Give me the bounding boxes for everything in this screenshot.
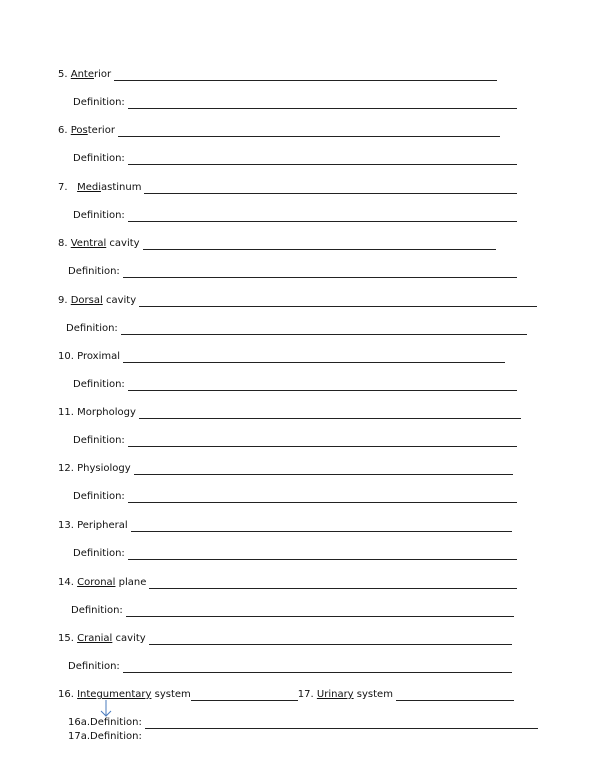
definition-row: [66, 322, 527, 335]
definition-label: Definition:: [73, 491, 125, 502]
answer-line[interactable]: [131, 521, 512, 532]
answer-line[interactable]: [149, 578, 517, 589]
definition-label: Definition:: [68, 266, 120, 277]
question-row: [58, 294, 537, 307]
term-label: 14. Coronal plane: [58, 577, 147, 588]
term-label: 5. Anterior: [58, 69, 112, 80]
question-row: [58, 237, 496, 250]
definition-label: 17a.Definition:: [68, 731, 142, 742]
definition-line[interactable]: [121, 324, 527, 335]
question-row: [58, 350, 505, 363]
question-16-17: [58, 688, 514, 701]
answer-line[interactable]: [118, 126, 500, 137]
question-row: [58, 462, 513, 475]
definition-label: Definition:: [73, 210, 125, 221]
answer-line[interactable]: [114, 70, 497, 81]
definition-row: [73, 96, 517, 109]
answer-line[interactable]: [139, 408, 521, 419]
definition-row: [73, 547, 517, 560]
answer-line[interactable]: [123, 352, 505, 363]
term-label: 11. Morphology: [58, 407, 136, 418]
definition-line[interactable]: [128, 98, 517, 109]
definition-row: [68, 265, 517, 278]
definition-line[interactable]: [123, 267, 517, 278]
definition-label: Definition:: [73, 435, 125, 446]
definition-row: [73, 378, 517, 391]
answer-line[interactable]: [139, 296, 537, 307]
term-label: 7. Mediastinum: [58, 182, 142, 193]
definition-row: [73, 209, 517, 222]
answer-line[interactable]: [144, 183, 517, 194]
answer-line[interactable]: [143, 239, 496, 250]
definition-17a: [68, 730, 142, 743]
definition-row: [73, 152, 517, 165]
term-label: 13. Peripheral: [58, 520, 128, 531]
question-row: [58, 181, 517, 194]
definition-label: Definition:: [71, 605, 123, 616]
definition-line[interactable]: [128, 154, 517, 165]
definition-label: 16a.Definition:: [68, 717, 142, 728]
definition-label: Definition:: [73, 548, 125, 559]
question-row: [58, 124, 500, 137]
answer-line[interactable]: [134, 464, 513, 475]
term-label: 16. Integumentary system: [58, 689, 191, 700]
answer-line[interactable]: [149, 634, 512, 645]
definition-row: [73, 434, 517, 447]
definition-line[interactable]: [123, 662, 512, 673]
question-row: [58, 68, 497, 81]
question-row: [58, 576, 517, 589]
definition-line[interactable]: [126, 606, 514, 617]
definition-label: Definition:: [73, 379, 125, 390]
definition-label: Definition:: [73, 97, 125, 108]
term-label: 15. Cranial cavity: [58, 633, 146, 644]
term-label: 17. Urinary system: [297, 689, 393, 700]
question-row: [58, 406, 521, 419]
definition-line[interactable]: [145, 718, 538, 729]
answer-line-17[interactable]: [396, 690, 514, 701]
definition-label: Definition:: [66, 323, 118, 334]
question-row: [58, 519, 512, 532]
question-row: [58, 632, 512, 645]
definition-row: [71, 604, 514, 617]
definition-line[interactable]: [128, 436, 517, 447]
answer-line-16[interactable]: [191, 690, 298, 701]
definition-16a: [68, 716, 538, 729]
definition-line[interactable]: [128, 211, 517, 222]
definition-label: Definition:: [68, 661, 120, 672]
term-label: 10. Proximal: [58, 351, 120, 362]
definition-row: [68, 660, 512, 673]
term-label: 6. Posterior: [58, 125, 115, 136]
term-label: 8. Ventral cavity: [58, 238, 140, 249]
definition-line[interactable]: [128, 380, 517, 391]
definition-row: [73, 490, 517, 503]
definition-line[interactable]: [128, 549, 517, 560]
definition-label: Definition:: [73, 153, 125, 164]
term-label: 9. Dorsal cavity: [58, 295, 137, 306]
definition-line[interactable]: [128, 492, 517, 503]
term-label: 12. Physiology: [58, 463, 131, 474]
